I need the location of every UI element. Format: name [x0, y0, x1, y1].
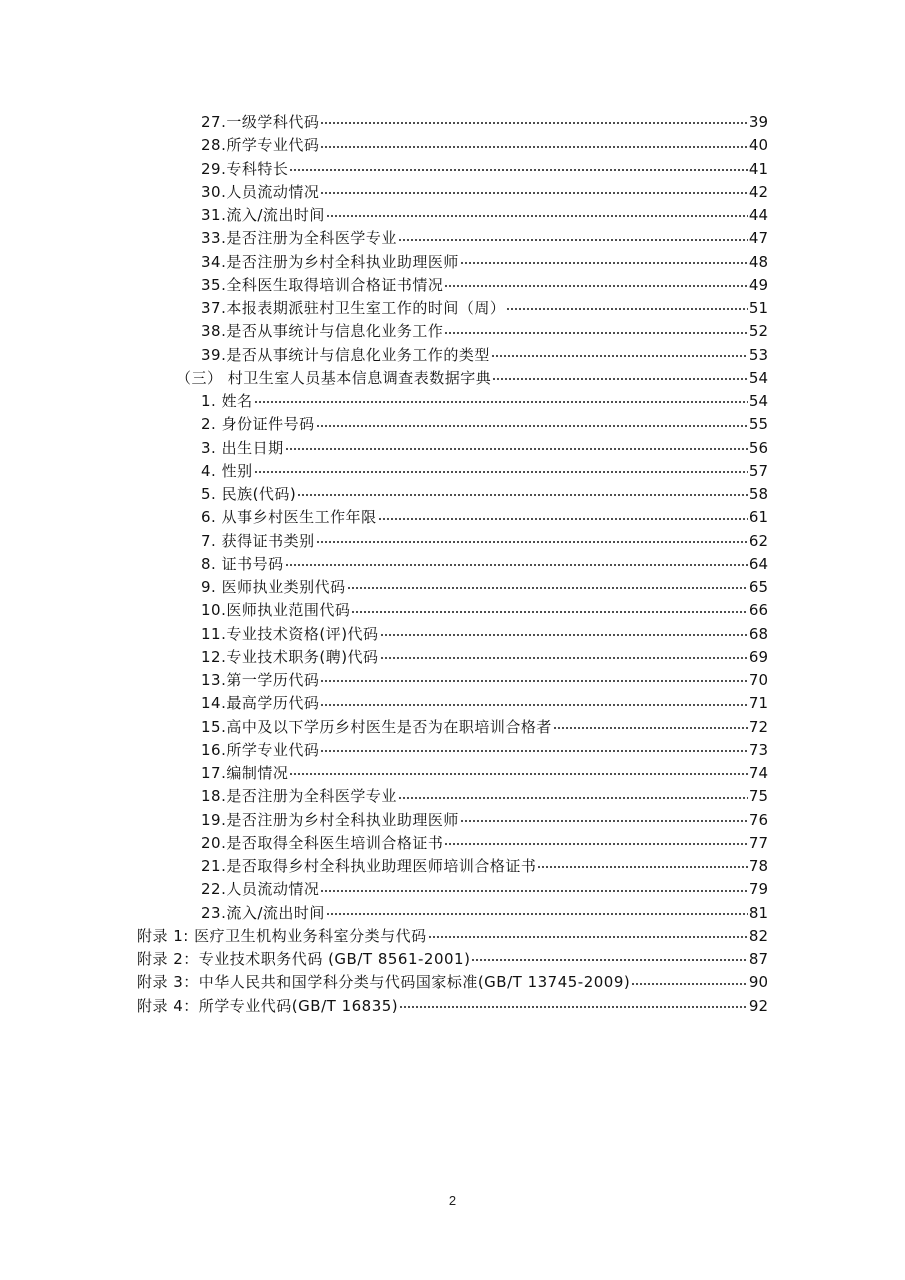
toc-entry[interactable] — [0, 204, 905, 227]
toc-entry-page-number: 51 — [748, 299, 768, 317]
toc-entry-page-number: 56 — [748, 438, 768, 457]
dot-leader — [491, 355, 748, 357]
dot-leader — [254, 401, 748, 403]
toc-entry[interactable] — [0, 413, 905, 436]
toc-entry-page-number: 90 — [748, 973, 768, 992]
toc-entry-title: 14.最高学历代码 — [201, 694, 320, 713]
toc-entry[interactable] — [0, 227, 905, 250]
dot-leader — [553, 727, 748, 729]
toc-entry-title: 22.人员流动情况 — [201, 880, 320, 899]
toc-entry-page-number: 73 — [748, 740, 768, 759]
dot-leader — [297, 494, 748, 496]
toc-entry-title: 21.是否取得乡村全科执业助理医师培训合格证书 — [201, 857, 537, 875]
toc-entry[interactable] — [0, 134, 905, 157]
toc-appendix-entry[interactable] — [0, 995, 905, 1018]
toc-entry[interactable] — [0, 809, 905, 832]
dot-leader — [444, 285, 748, 287]
toc-entry[interactable] — [0, 297, 905, 320]
toc-entry[interactable] — [0, 855, 905, 878]
toc-entry[interactable] — [0, 251, 905, 274]
toc-entry[interactable] — [0, 785, 905, 808]
toc-entry[interactable] — [0, 437, 905, 460]
dot-leader — [492, 378, 748, 380]
toc-entry-title: 13.第一学历代码 — [201, 671, 320, 689]
table-of-contents — [0, 111, 905, 1018]
toc-entry-title: 7. 获得证书类别 — [201, 531, 315, 550]
toc-entry-title: 附录 1: 医疗卫生机构业务科室分类与代码 — [137, 926, 427, 945]
dot-leader — [316, 425, 748, 427]
toc-entry-title: 3. 出生日期 — [201, 438, 284, 457]
dot-leader — [320, 750, 748, 752]
toc-entry-page-number: 81 — [748, 903, 768, 922]
toc-entry[interactable] — [0, 390, 905, 413]
dot-leader — [506, 308, 748, 310]
dot-leader — [285, 564, 748, 566]
toc-entry-page-number: 55 — [748, 415, 768, 434]
toc-entry-title: 35.全科医生取得培训合格证书情况 — [201, 275, 444, 294]
toc-entry[interactable] — [0, 530, 905, 553]
toc-section-entry[interactable] — [0, 367, 905, 390]
toc-entry-page-number: 39 — [748, 113, 768, 131]
toc-entry-page-number: 47 — [748, 229, 768, 248]
toc-entry[interactable] — [0, 344, 905, 367]
toc-entry[interactable] — [0, 158, 905, 181]
toc-entry[interactable] — [0, 181, 905, 204]
dot-leader — [320, 890, 748, 892]
dot-leader — [254, 471, 748, 473]
toc-entry-page-number: 79 — [748, 880, 768, 899]
toc-entry[interactable] — [0, 878, 905, 901]
toc-entry-page-number: 66 — [748, 601, 768, 620]
dot-leader — [471, 959, 747, 961]
dot-leader — [289, 169, 748, 171]
toc-entry-title: 15.高中及以下学历乡村医生是否为在职培训合格者 — [201, 717, 552, 736]
toc-entry-title: 29.专科特长 — [201, 159, 289, 178]
toc-entry[interactable] — [0, 623, 905, 646]
toc-entry-title: 28.所学专业代码 — [201, 136, 320, 155]
toc-entry-page-number: 49 — [748, 275, 768, 294]
toc-entry-page-number: 75 — [748, 787, 768, 806]
toc-entry-title: 9. 医师执业类别代码 — [201, 578, 346, 596]
toc-entry-page-number: 48 — [748, 252, 768, 271]
dot-leader — [320, 192, 748, 194]
dot-leader — [326, 215, 748, 217]
toc-entry-title: 37.本报表期派驻村卫生室工作的时间（周） — [201, 299, 506, 317]
toc-entry-page-number: 92 — [748, 996, 768, 1015]
dot-leader — [316, 541, 748, 543]
dot-leader — [289, 773, 748, 775]
dot-leader — [460, 262, 748, 264]
dot-leader — [444, 843, 748, 845]
toc-entry-title: 11.专业技术资格(评)代码 — [201, 624, 379, 643]
toc-entry-page-number: 54 — [748, 368, 768, 387]
toc-entry[interactable] — [0, 902, 905, 925]
toc-appendix-entry[interactable] — [0, 971, 905, 994]
dot-leader — [631, 983, 748, 985]
toc-entry[interactable] — [0, 576, 905, 599]
toc-entry-title: 19.是否注册为乡村全科执业助理医师 — [201, 810, 459, 829]
dot-leader — [398, 797, 748, 799]
toc-entry-page-number: 72 — [748, 717, 768, 736]
toc-entry-title: 2. 身份证件号码 — [201, 415, 315, 434]
toc-entry[interactable] — [0, 483, 905, 506]
toc-entry-page-number: 70 — [748, 671, 768, 689]
toc-entry-page-number: 74 — [748, 764, 768, 782]
toc-entry-title: 27.一级学科代码 — [201, 113, 320, 131]
toc-entry-page-number: 57 — [748, 461, 768, 480]
toc-entry-page-number: 62 — [748, 531, 768, 550]
toc-entry-title: 附录 3：中华人民共和国学科分类与代码国家标准(GB/T 13745-2009) — [137, 973, 631, 992]
toc-entry-page-number: 69 — [748, 647, 768, 666]
toc-entry-title: 附录 4：所学专业代码(GB/T 16835) — [137, 996, 399, 1015]
toc-entry[interactable] — [0, 111, 905, 134]
toc-entry-title: 31.流入/流出时间 — [201, 206, 325, 224]
toc-entry-title: 39.是否从事统计与信息化业务工作的类型 — [201, 345, 490, 364]
toc-entry[interactable] — [0, 553, 905, 576]
toc-entry-title: 附录 2：专业技术职务代码 (GB/T 8561-2001) — [137, 950, 471, 968]
dot-leader — [444, 332, 748, 334]
toc-entry[interactable] — [0, 274, 905, 297]
toc-entry-page-number: 53 — [748, 345, 768, 364]
dot-leader — [398, 239, 748, 241]
toc-entry[interactable] — [0, 832, 905, 855]
dot-leader — [537, 866, 748, 868]
dot-leader — [378, 518, 748, 520]
toc-entry-page-number: 61 — [748, 508, 768, 527]
dot-leader — [460, 820, 748, 822]
dot-leader — [399, 1006, 748, 1008]
toc-entry-page-number: 41 — [748, 159, 768, 178]
toc-entry-page-number: 65 — [748, 578, 768, 596]
toc-entry-page-number: 58 — [748, 485, 768, 503]
toc-entry[interactable] — [0, 320, 905, 343]
dot-leader — [320, 146, 748, 148]
toc-entry-page-number: 54 — [748, 392, 768, 410]
toc-appendix-entry[interactable] — [0, 948, 905, 971]
toc-entry[interactable] — [0, 599, 905, 622]
toc-entry-title: 4. 性别 — [201, 461, 253, 480]
toc-entry-title: 18.是否注册为全科医学专业 — [201, 787, 397, 806]
dot-leader — [326, 913, 748, 915]
toc-entry-title: 6. 从事乡村医生工作年限 — [201, 508, 377, 527]
toc-entry-page-number: 64 — [748, 554, 768, 573]
dot-leader — [428, 936, 748, 938]
toc-entry-page-number: 42 — [748, 182, 768, 201]
toc-entry-title: 17.编制情况 — [201, 764, 289, 782]
toc-entry-page-number: 77 — [748, 833, 768, 852]
toc-appendix-entry[interactable] — [0, 925, 905, 948]
toc-entry-page-number: 78 — [748, 857, 768, 875]
dot-leader — [320, 680, 748, 682]
toc-entry[interactable] — [0, 646, 905, 669]
dot-leader — [347, 587, 748, 589]
toc-entry[interactable] — [0, 506, 905, 529]
toc-entry[interactable] — [0, 669, 905, 692]
dot-leader — [380, 657, 748, 659]
toc-entry-title: 23.流入/流出时间 — [201, 903, 325, 922]
toc-entry[interactable] — [0, 739, 905, 762]
toc-entry-page-number: 71 — [748, 694, 768, 713]
toc-entry-page-number: 82 — [748, 926, 768, 945]
toc-entry-title: 20.是否取得全科医生培训合格证书 — [201, 833, 444, 852]
toc-entry-page-number: 76 — [748, 810, 768, 829]
dot-leader — [285, 448, 748, 450]
toc-entry-title: 12.专业技术职务(聘)代码 — [201, 647, 379, 666]
toc-entry-page-number: 52 — [748, 322, 768, 341]
toc-entry-title: 38.是否从事统计与信息化业务工作 — [201, 322, 444, 341]
toc-entry-title: （三） 村卫生室人员基本信息调查表数据字典 — [176, 368, 492, 387]
toc-entry[interactable] — [0, 460, 905, 483]
dot-leader — [351, 611, 748, 613]
toc-entry[interactable] — [0, 762, 905, 785]
toc-entry-title: 16.所学专业代码 — [201, 740, 320, 759]
toc-entry[interactable] — [0, 692, 905, 715]
toc-entry-title: 30.人员流动情况 — [201, 182, 320, 201]
toc-entry-title: 8. 证书号码 — [201, 554, 284, 573]
toc-entry-page-number: 87 — [748, 950, 768, 968]
dot-leader — [320, 704, 748, 706]
toc-entry[interactable] — [0, 716, 905, 739]
toc-entry-title: 33.是否注册为全科医学专业 — [201, 229, 397, 248]
toc-entry-title: 34.是否注册为乡村全科执业助理医师 — [201, 252, 459, 271]
page-number: 2 — [448, 1193, 457, 1208]
dot-leader — [320, 122, 748, 124]
toc-entry-title: 10.医师执业范围代码 — [201, 601, 351, 620]
toc-entry-page-number: 68 — [748, 624, 768, 643]
toc-entry-title: 5. 民族(代码) — [201, 485, 297, 503]
dot-leader — [380, 634, 748, 636]
toc-entry-page-number: 44 — [748, 206, 768, 224]
toc-entry-title: 1. 姓名 — [201, 392, 253, 410]
toc-entry-page-number: 40 — [748, 136, 768, 155]
